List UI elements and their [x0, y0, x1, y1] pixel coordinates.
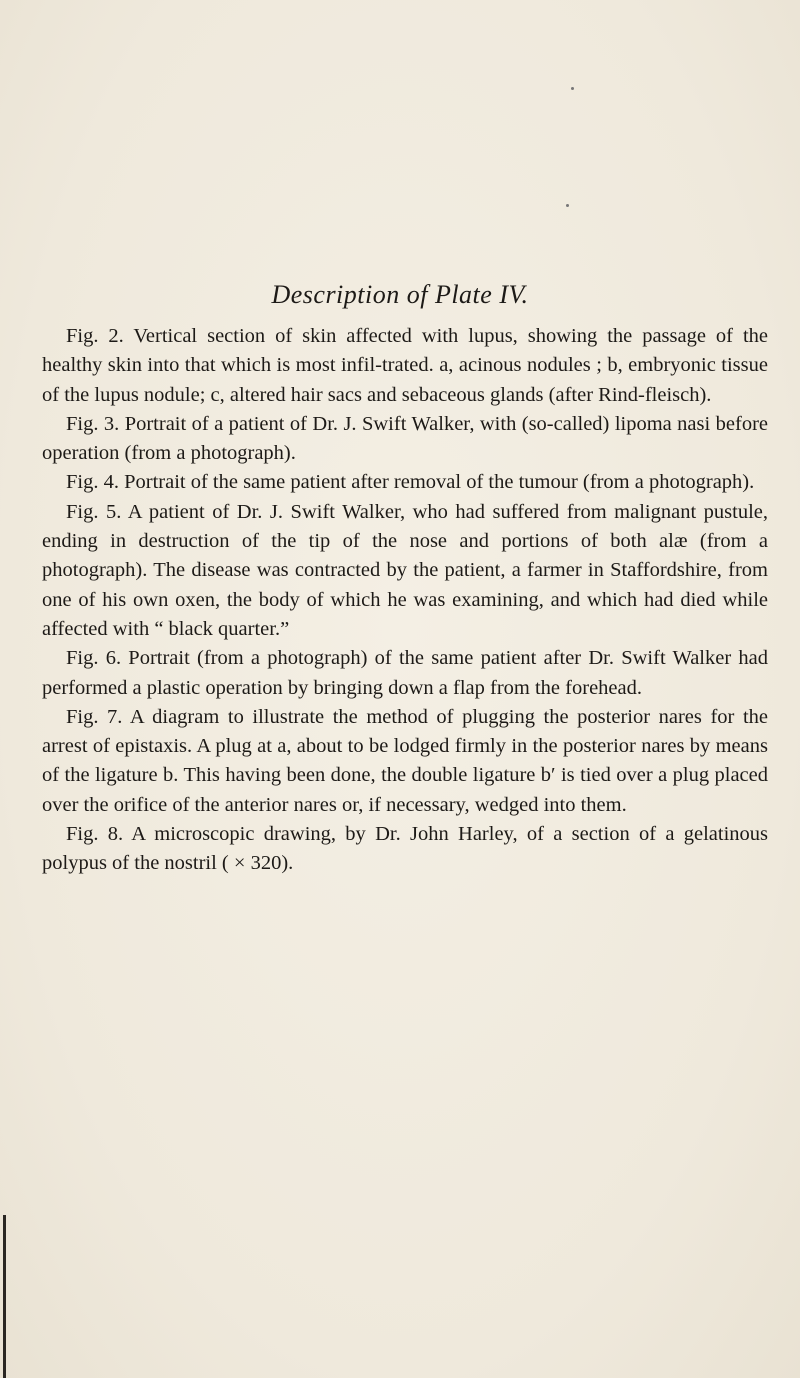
paper-speck — [571, 87, 574, 90]
figure-4-description: Fig. 4. Portrait of the same patient after removal of the tumour (from a photograph). — [66, 471, 755, 494]
figure-7-description: Fig. 7. A diagram to illustrate the method of plugging the posterior nares for the arrest of epistaxis. A plug at a, about to be lodged firmly in the posterior nares by means of the ligature b. This having been done, the double ligature b′ is tied over a plug placed over the orifice of the anterior nares or, if necessary, wedged into them. — [42, 705, 768, 816]
paper-speck — [566, 204, 569, 207]
figure-6-description: Fig. 6. Portrait (from a photograph) of the same patient after Dr. Swift Walker had performed a plastic operation by bringing down a flap from the forehead. — [42, 647, 768, 699]
figure-3-description: Fig. 3. Portrait of a patient of Dr. J. Swift Walker, with (so-called) lipoma nasi before operation (from a photograph). — [42, 412, 768, 465]
figure-2-description: Fig. 2. Vertical section of skin affected with lupus, showing the passage of the healthy skin into that which is most infil-trated. a, acinous nodules ; b, embryonic tissue of the lupus nodule; c, altered hair sacs and sebaceous glands (after Rind-fleisch). — [42, 325, 768, 406]
binding-edge — [3, 1215, 6, 1378]
plate-heading: Description of Plate IV. — [271, 280, 529, 309]
figure-5-description: Fig. 5. A patient of Dr. J. Swift Walker, who had suffered from malignant pustule, ending in destruction of the tip of the nose and portions of both alæ (from a photograph). The disease was contracted by the patient, a farmer in Staffordshire, from one of his own oxen, the body of which he was examining, and which had died while affected with “ black quarter.” — [42, 500, 768, 640]
figure-8-description: Fig. 8. A microscopic drawing, by Dr. John Harley, of a section of a gelatinous polypus of the nostril ( × 320). — [42, 823, 768, 875]
figure-descriptions — [42, 322, 768, 879]
